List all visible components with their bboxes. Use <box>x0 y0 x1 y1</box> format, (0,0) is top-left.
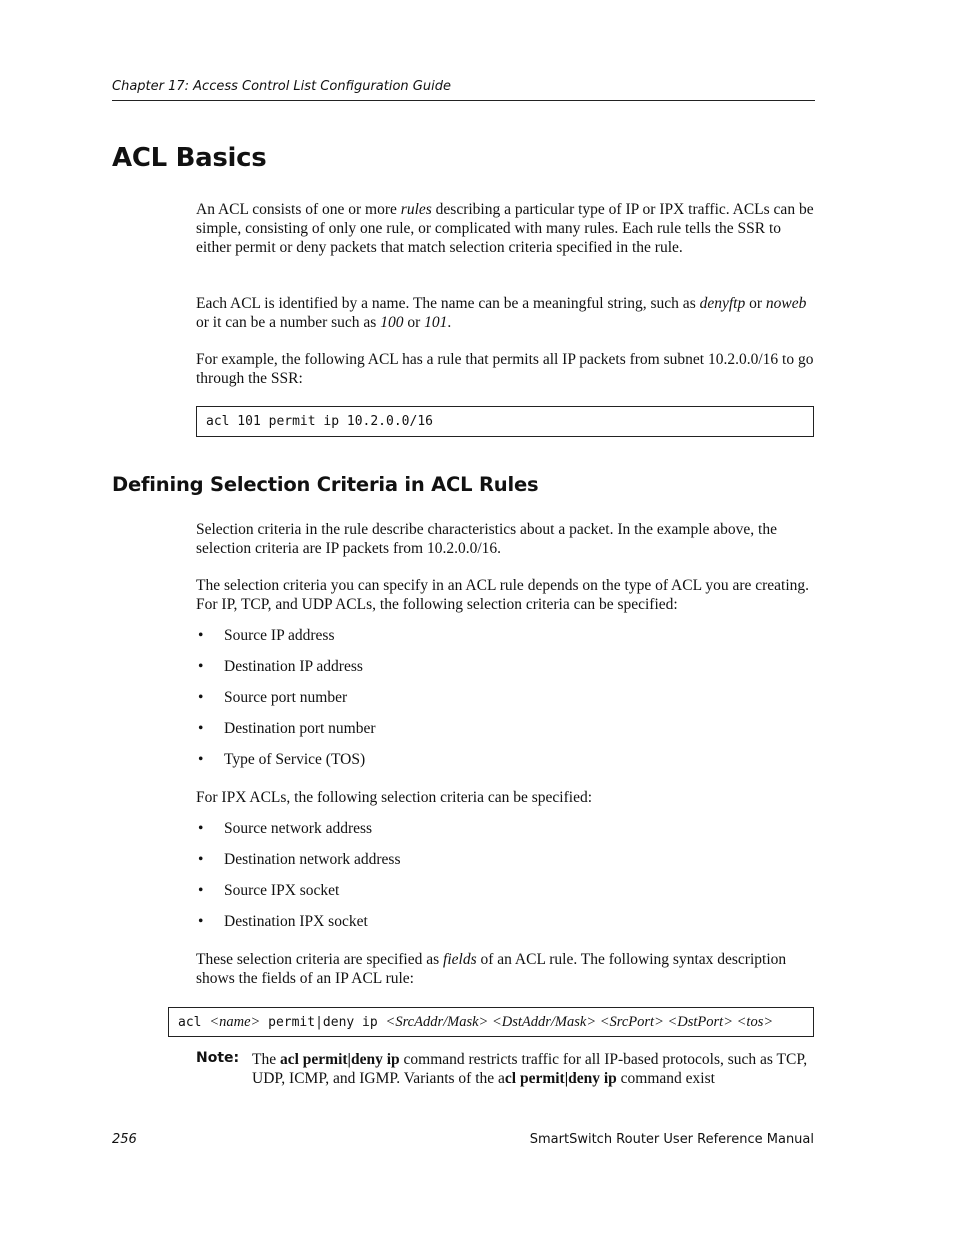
list-item-text: Destination IPX socket <box>224 913 368 930</box>
example-101: 101 <box>424 314 448 331</box>
page-number: 256 <box>112 1132 137 1147</box>
term-fields: fields <box>443 951 477 968</box>
bullet: • <box>198 658 204 675</box>
syntax-param-dst: <DstAddr/Mask> <box>488 1014 597 1030</box>
paragraph-acl-intro <box>196 200 814 257</box>
text: An ACL consists of one or more <box>196 201 401 218</box>
text: These selection criteria are specified as <box>196 951 444 968</box>
section-title-selection-criteria: Defining Selection Criteria in ACL Rules <box>112 473 539 496</box>
bullet: • <box>198 913 204 930</box>
running-header: Chapter 17: Access Control List Configuration Guide <box>112 79 451 94</box>
command-acl-permit-deny: acl permit|deny ip <box>279 1051 400 1068</box>
term-rules: rules <box>400 201 432 218</box>
manual-title: SmartSwitch Router User Reference Manual <box>529 1132 814 1147</box>
bullet: • <box>198 627 204 644</box>
syntax-param-tos: <tos> <box>733 1014 774 1030</box>
text: command exist <box>616 1070 715 1087</box>
syntax-keyword: permit|deny ip <box>260 1015 386 1030</box>
paragraph-acl-naming <box>196 294 814 332</box>
note-text <box>252 1050 814 1088</box>
list-item-text: Type of Service (TOS) <box>224 751 366 768</box>
bullet: • <box>198 751 204 768</box>
section-title-acl-basics: ACL Basics <box>112 143 267 173</box>
bullet: • <box>198 851 204 868</box>
example-100: 100 <box>380 314 404 331</box>
syntax-line <box>178 1014 773 1031</box>
list-item-text: Source IP address <box>224 627 335 644</box>
text: or <box>403 314 425 331</box>
list-item-text: Source port number <box>224 689 348 706</box>
text: or it can be a number such as <box>196 314 381 331</box>
syntax-box <box>168 1007 814 1037</box>
text: Each ACL is identified by a name. The name can be a meaningful string, such as <box>196 295 700 312</box>
syntax-param-dstport: <DstPort> <box>663 1014 733 1030</box>
code-example-box <box>196 406 814 437</box>
text: of an ACL rule. The following syntax description shows the fields of an IP ACL rule: <box>196 951 787 987</box>
bullet: • <box>198 720 204 737</box>
paragraph-selection-intro: Selection criteria in the rule describe characteristics about a packet. In the example above, the selection criteria are IP packets from 10.2.0.0/16. <box>196 521 777 557</box>
bullet: • <box>198 689 204 706</box>
list-item-text: Source network address <box>224 820 373 837</box>
text: The <box>252 1051 280 1068</box>
paragraph-criteria-types: The selection criteria you can specify in an ACL rule depends on the type of ACL you are creating. For IP, TCP, and UDP ACLs, the following selection criteria can be specified: <box>196 577 810 613</box>
syntax-param-srcport: <SrcPort> <box>596 1014 664 1030</box>
example-noweb: noweb <box>765 295 807 312</box>
list-item-text: Destination port number <box>224 720 376 737</box>
syntax-param-src: <SrcAddr/Mask> <box>385 1014 489 1030</box>
bullet: • <box>198 882 204 899</box>
command-acl-permit-deny: cl permit|deny ip <box>504 1070 617 1087</box>
note-label: Note: <box>196 1050 240 1066</box>
code-example: acl 101 permit ip 10.2.0.0/16 <box>206 414 433 429</box>
paragraph-example: For example, the following ACL has a rule that permits all IP packets from subnet 10.2.0.0/16 to go through the SSR: <box>196 351 814 387</box>
text: or <box>745 295 766 312</box>
paragraph-ipx-criteria: For IPX ACLs, the following selection criteria can be specified: <box>196 789 593 806</box>
header-divider <box>112 100 815 101</box>
list-item-text: Destination IP address <box>224 658 363 675</box>
text: . <box>447 314 452 331</box>
text: describing a particular type of IP or IPX traffic. ACLs can be simple, consisting of only one rule, or complicated with many rules. Each rule tells the SSR to either permit or deny packets that match selection criteria specified in the rule. <box>196 201 814 256</box>
example-denyftp: denyftp <box>699 295 746 312</box>
text: command restricts traffic for all IP-based protocols, such as TCP, UDP, ICMP, and IGMP. Variants of the a <box>252 1051 808 1087</box>
syntax-param-name: <name> <box>209 1014 261 1030</box>
list-item-text: Source IPX socket <box>224 882 340 899</box>
syntax-keyword: acl <box>178 1015 210 1030</box>
paragraph-fields <box>196 950 814 988</box>
bullet: • <box>198 820 204 837</box>
list-item-text: Destination network address <box>224 851 401 868</box>
